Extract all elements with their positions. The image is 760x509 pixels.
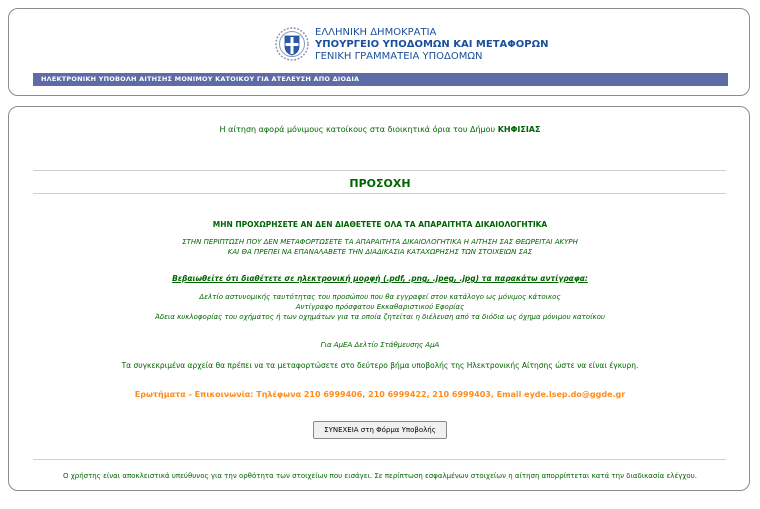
greek-coat-of-arms-icon [275,27,309,61]
intro-text [9,125,751,134]
disclaimer-footer: Ο χρήστης είναι αποκλειστικά υπεύθυνος για την ορθότητα των στοιχείων που εισάγει. Σε περίπτωση εσφαλμένων στοιχείων η αίτηση απορρίπτεται κατά την διαδικασία ελέγχου. [63,472,697,480]
header-panel [8,8,750,96]
warning-line-2: ΚΑΙ ΘΑ ΠΡΕΠΕΙ ΝΑ ΕΠΑΝΑΛΑΒΕΤΕ ΤΗΝ ΔΙΑΔΙΚΑΣΙΑ ΚΑΤΑΧΩΡΗΣΗΣ ΤΩΝ ΣΤΟΙΧΕΙΩΝ ΣΑΣ [227,248,533,256]
main-panel [8,106,750,491]
org-line-3: ΓΕΝΙΚΗ ΓΡΑΜΜΑΤΕΙΑ ΥΠΟΔΟΜΩΝ [315,51,483,62]
municipality-name: ΚΗΦΙΣΙΑΣ [497,125,541,134]
document-item: Αντίγραφο πρόσφατου Εκκαθαριστικού Εφορίας [295,303,465,311]
divider-bottom [33,459,726,460]
warning-line-1: ΣΤΗΝ ΠΕΡΙΠΤΩΣΗ ΠΟΥ ΔΕΝ ΜΕΤΑΦΟΡΤΩΣΕΤΕ ΤΑ ΑΠΑΡΑΙΤΗΤΑ ΔΙΚΑΙΟΛΟΓΗΤΙΚΑ Η ΑΙΤΗΣΗ ΣΑΣ ΘΕΩΡΕΙΤΑΙ ΑΚΥΡΗ [182,238,578,246]
warning-heading: ΜΗΝ ΠΡΟΧΩΡΗΣΕΤΕ ΑΝ ΔΕΝ ΔΙΑΘΕΤΕΤΕ ΟΛΑ ΤΑ ΑΠΑΡΑΙΤΗΤΑ ΔΙΚΑΙΟΛΟΓΗΤΙΚΑ [212,220,548,229]
page-title: ΠΡΟΣΟΧΗ [349,177,411,190]
divider-top [33,170,726,171]
intro-prefix: Η αίτηση αφορά μόνιμους κατοίκους στα διοικητικά όρια του Δήμου [219,125,496,134]
upload-note: Τα συγκεκριμένα αρχεία θα πρέπει να τα μεταφορτώσετε στο δεύτερο βήμα υποβολής της Ηλεκτρονικής Αίτησης ώστε να είναι έγκυρη. [121,361,639,370]
document-item: Δελτίο αστυνομικής ταυτότητας του προσώπου που θα εγγραφεί στον κατάλογο ως μόνιμος κάτοικος [199,293,561,301]
org-line-2: ΥΠΟΥΡΓΕΙΟ ΥΠΟΔΟΜΩΝ ΚΑΙ ΜΕΤΑΦΟΡΩΝ [315,39,549,50]
org-line-1: ΕΛΛΗΝΙΚΗ ΔΗΜΟΚΡΑΤΙΑ [315,27,437,38]
continue-button[interactable]: ΣΥΝΕΧΕΙΑ στη Φόρμα Υποβολής [313,421,447,439]
document-item: Άδεια κυκλοφορίας του οχήματος ή των οχημάτων για τα οποία ζητείται η διέλευση από τα διόδια ως όχημα μόνιμου κατοίκου [155,313,605,321]
contact-info: Ερωτήματα - Επικοινωνία: Τηλέφωνα 210 6999406, 210 6999422, 210 6999403, Email eyde.lsep.do@ggde.gr [134,390,626,399]
divider-title [33,193,726,194]
ministry-name-block [315,27,548,63]
service-banner: ΗΛΕΚΤΡΟΝΙΚΗ ΥΠΟΒΟΛΗ ΑΙΤΗΣΗΣ ΜΟΝΙΜΟΥ ΚΑΤΟΙΚΟΥ ΓΙΑ ΑΤΕΛΕΥΣΗ ΑΠΟ ΔΙΟΔΙΑ [33,73,728,86]
button-row [9,417,751,439]
documents-heading: Βεβαιωθείτε ότι διαθέτετε σε ηλεκτρονική μορφή (.pdf, .png, .jpeg, .jpg) τα παρακάτω αντίγραφα: [172,274,588,283]
amea-note: Για ΑμΕΑ Δελτίο Στάθμευσης ΑμΑ [320,341,440,349]
